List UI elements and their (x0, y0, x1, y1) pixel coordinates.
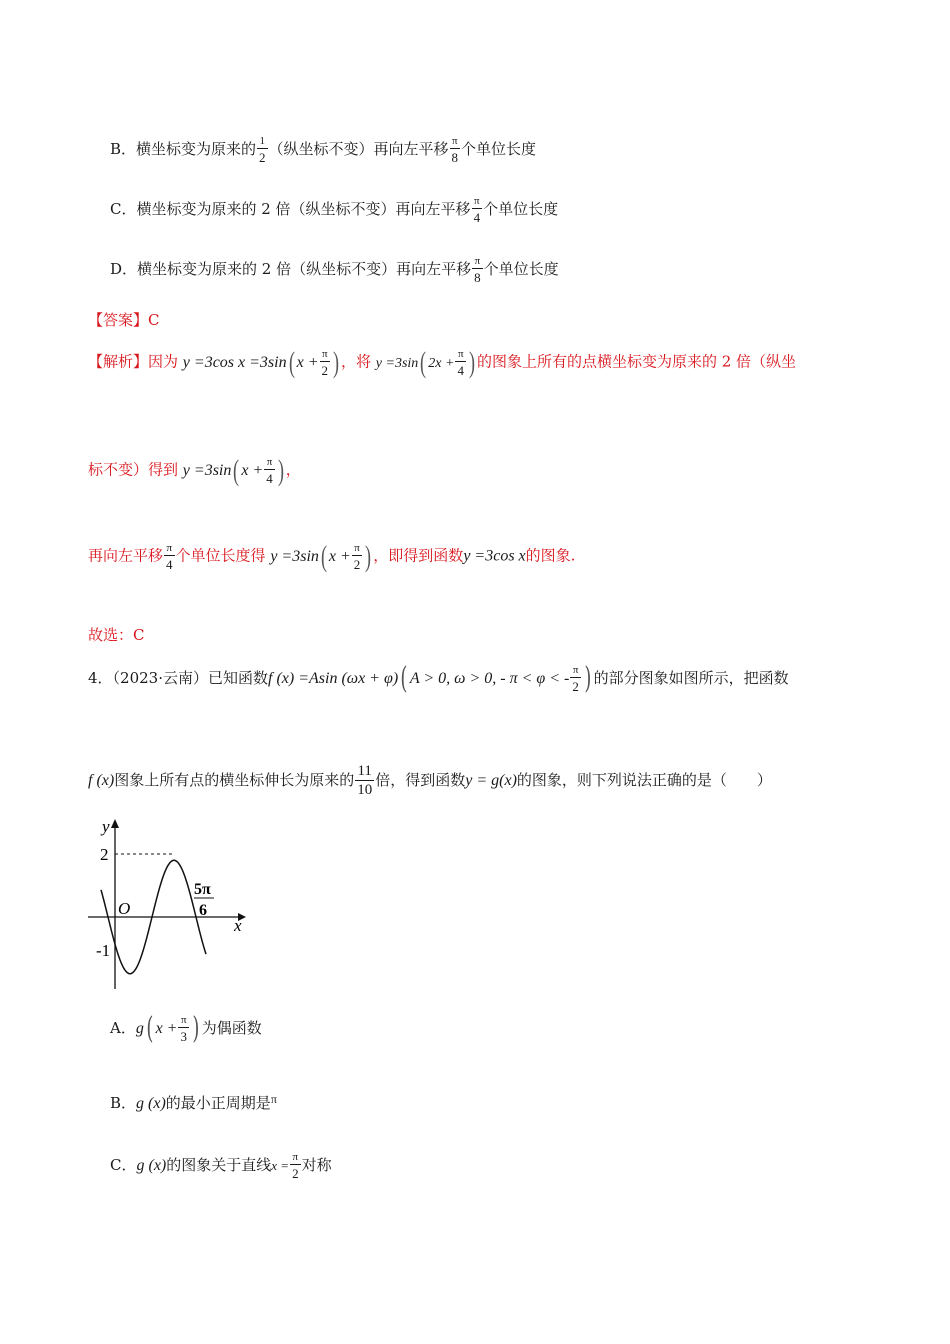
question-tail: 的部分图象如图所示，把函数 (593, 669, 789, 687)
analysis-text-3: 再向左平移 (88, 546, 164, 565)
choice-c-text: 的图象关于直线 (166, 1156, 272, 1174)
option-b-tail: 个单位长度 (461, 140, 537, 158)
fraction: $\frac{\pi}{2}$ (572, 664, 579, 694)
y-max-label: 2 (100, 845, 109, 864)
choice-a-inner: x + (155, 1020, 178, 1037)
equation-2: y =3sin( 2x + $\frac{\pi}{4}$ ) (375, 346, 475, 380)
fraction: $\frac{\pi}{4}$ (166, 541, 173, 572)
choice-c-label: C． (110, 1156, 137, 1174)
y-label: y (102, 817, 110, 836)
choice-b (110, 1092, 277, 1113)
analysis-line-2 (88, 456, 301, 486)
option-c (110, 196, 558, 224)
choice-c-expr: g (x) (136, 1157, 167, 1174)
fraction: $\frac{\pi}{2}$ (292, 1151, 299, 1181)
origin-label: O (118, 899, 131, 918)
option-b (110, 136, 536, 164)
option-d-tail: 个单位长度 (483, 260, 559, 278)
choice-c (110, 1152, 332, 1180)
fraction: $\frac{\pi}{8}$ (451, 135, 459, 165)
choice-a: A．g( x + $\frac{\pi}{3}$ ) 为偶函数 (110, 1011, 262, 1046)
analysis-line-3 (88, 542, 575, 572)
choice-c-eq: x = (271, 1158, 290, 1173)
fraction: $\frac{1}{2}$ (259, 135, 266, 165)
question-4-line-1: 4．（2023·云南）已知函数f (x) =Asin (ωx + φ)( A > 0, ω > 0, - π < φ < - $\frac{\pi}{2}$ ) 的部分图象如图所示，把函数 (88, 661, 789, 696)
y-min-label: -1 (96, 941, 111, 960)
jiang-text: ，将 (341, 352, 372, 371)
choice-b-label: B． (110, 1094, 137, 1112)
question-4-line-2 (88, 764, 772, 798)
function-g: y = g(x) (465, 772, 517, 789)
analysis-text-6: 的图象. (525, 546, 576, 565)
option-c-tail: 个单位长度 (483, 200, 559, 218)
option-d-text: D．横坐标变为原来的 2 倍（纵坐标不变）再向左平移 (110, 260, 472, 278)
choice-b-expr: g (x) (136, 1095, 166, 1112)
equation-4: y =3sin( x + $\frac{\pi}{2}$ ) (270, 540, 372, 573)
condition: A > 0, ω > 0, - π < φ < - (409, 670, 570, 687)
y-axis-arrow (111, 819, 119, 828)
choice-c-tail: 对称 (301, 1156, 332, 1174)
question-number: 4．（2023·云南）已知函数 (88, 669, 268, 687)
pi-symbol: π (270, 1092, 277, 1106)
option-b-mid: （纵坐标不变）再向左平移 (268, 140, 449, 158)
choice-a-text: 为偶函数 (201, 1019, 262, 1037)
analysis-line-1 (88, 348, 796, 378)
question-text-4: 的图象，则下列说法正确的是（ ） (516, 771, 772, 789)
question-text-2: 图象上所有点的横坐标伸长为原来的 (114, 771, 355, 789)
equation-1: y =3cos x =3sin( x + $\frac{\pi}{2}$ ) (182, 346, 339, 379)
choice-b-text: 的最小正周期是 (165, 1094, 271, 1112)
analysis-text-1: 的图象上所有的点横坐标变为原来的 2 倍（纵坐 (476, 352, 797, 371)
equation-5: y =3cos x (463, 547, 526, 565)
function-graph (88, 814, 248, 989)
comma: ， (285, 460, 301, 479)
fraction: $\frac{\pi}{3}$ (180, 1014, 187, 1044)
option-b-text: B．横坐标变为原来的 (110, 140, 257, 158)
root-numerator: 5π (194, 881, 211, 898)
x-label: x (234, 916, 242, 935)
fraction: $\frac{\pi}{8}$ (474, 255, 481, 285)
fraction: $\frac{\pi}{4}$ (473, 195, 481, 225)
conclusion: 故选：C (88, 626, 145, 644)
root-denominator: 6 (199, 902, 207, 919)
option-d (110, 256, 559, 284)
choice-a-expr: g (135, 1020, 144, 1037)
choice-a-label: A． (110, 1019, 136, 1037)
function-f: f (x) =Asin (ωx + φ) (268, 670, 399, 687)
answer: 【答案】C (88, 311, 160, 329)
analysis-text-5: ，即得到函数 (373, 546, 464, 565)
function-f-2: f (x) (88, 772, 115, 789)
analysis-text-2: 标不变）得到 (88, 460, 179, 479)
equation-3: y =3sin( x + $\frac{\pi}{4}$ ) (182, 454, 284, 487)
analysis-tag: 【解析】因为 (88, 352, 179, 371)
analysis-text-4: 个单位长度得 (175, 546, 266, 565)
question-text-3: 倍，得到函数 (375, 771, 466, 789)
fraction: $\frac{11}{10}$ (357, 763, 373, 798)
option-c-text: C．横坐标变为原来的 2 倍（纵坐标不变）再向左平移 (110, 200, 471, 218)
